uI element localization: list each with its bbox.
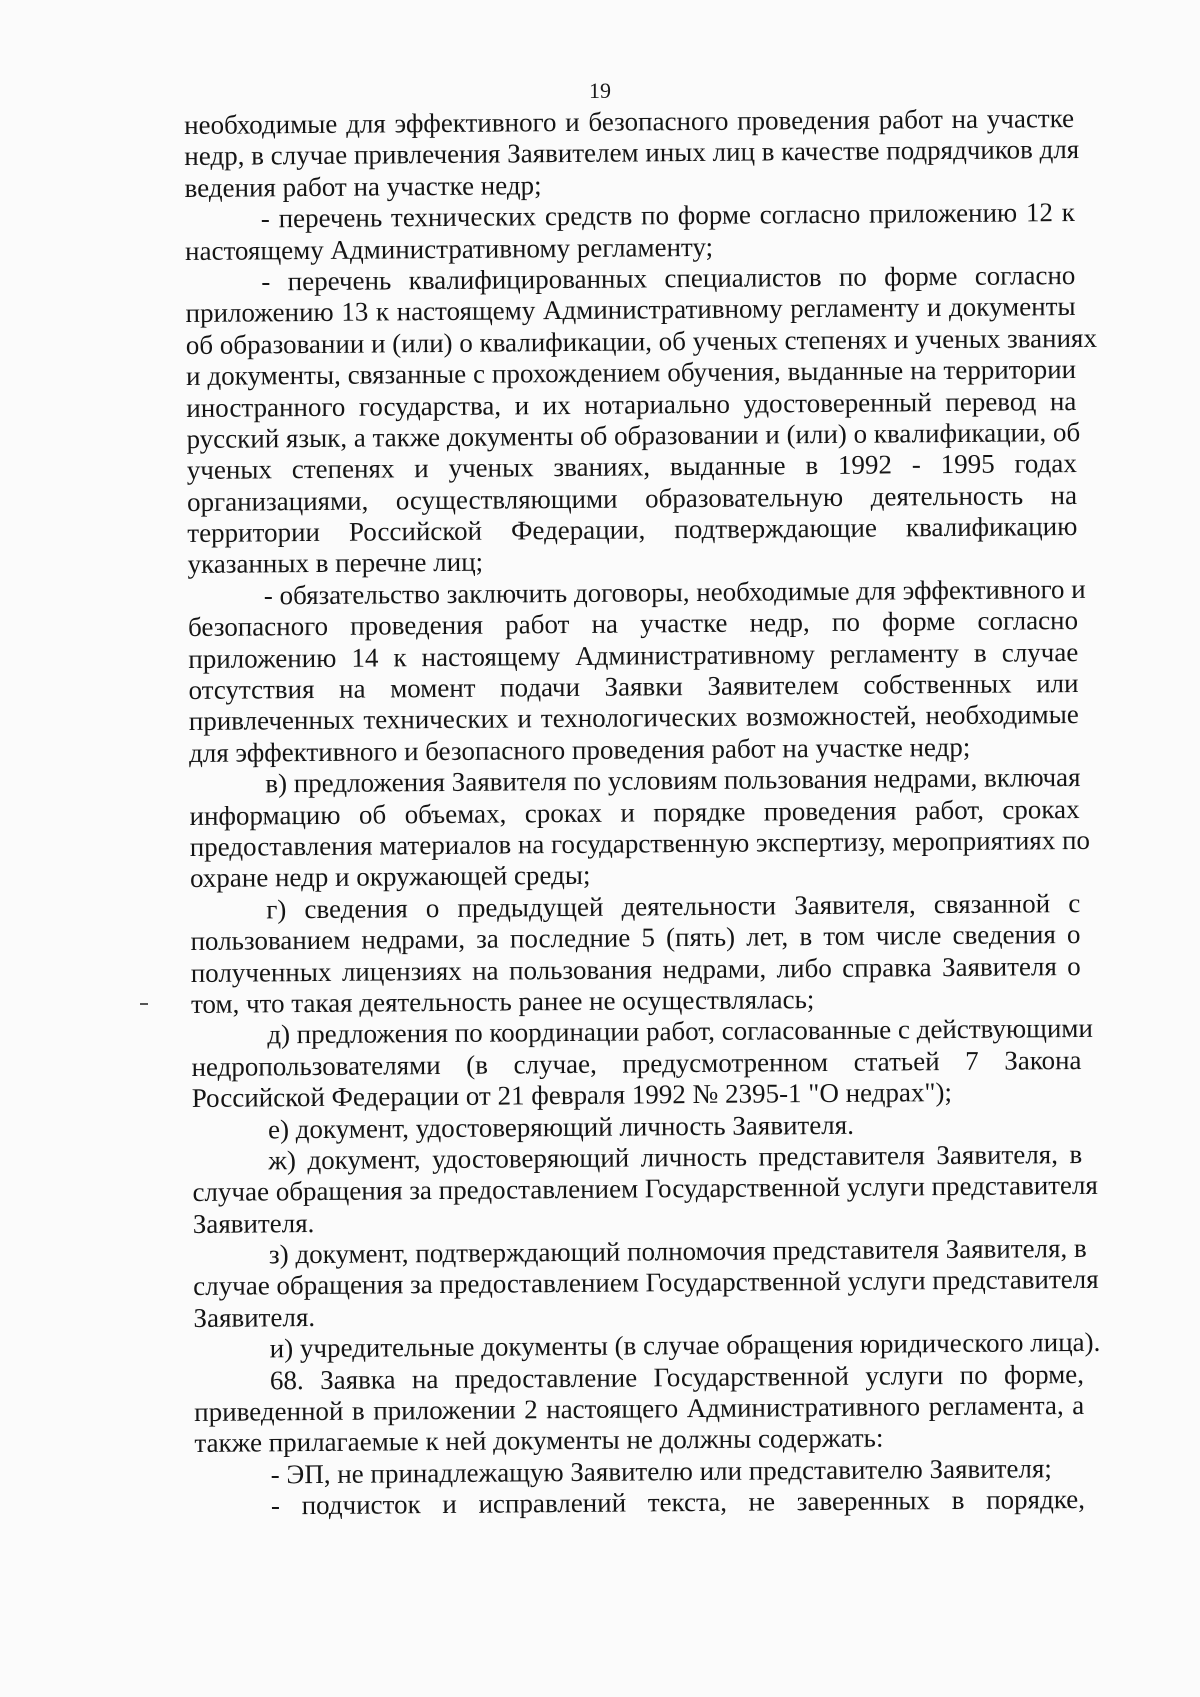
text-line: - перечень квалифицированных специалистов по форме согласно [261, 259, 1076, 297]
text-line: отсутствия на момент подачи Заявки Заявителем собственных или [188, 668, 1079, 706]
text-line: и) учредительные документы (в случае обращения юридического лица). [269, 1327, 1101, 1364]
text-line: для эффективного и безопасного проведения работ на участке недр; [188, 731, 971, 768]
text-line: - перечень технических средств по форме согласно приложению 12 к [260, 197, 1075, 234]
page-number: 19 [589, 78, 611, 103]
document-body [184, 103, 1101, 1523]
text-line: безопасного проведения работ на участке недр, по форме согласно [187, 605, 1079, 643]
text-line: русский язык, а также документы об образовании и (или) о квалификации, об [186, 416, 1081, 454]
text-line: настоящему Административному регламенту; [184, 231, 714, 266]
scan-artifact-mark [140, 1003, 148, 1005]
text-line: г) сведения о предыдущей деятельности Заявителя, связанной с [266, 887, 1081, 925]
text-line: привлеченных технических и технологических возможностей, необходимые [188, 699, 1079, 737]
text-line: недропользователями (в случае, предусмотренном статьей 7 Закона [191, 1044, 1082, 1082]
text-line: д) предложения по координации работ, согласованные с действующими [267, 1013, 1093, 1050]
text-line: также прилагаемые к ней документы не должны содержать: [194, 1422, 884, 1459]
text-line: пользованием недрами, за последние 5 (пять) лет, в том числе сведения о [190, 919, 1081, 957]
text-line: - обязательство заключить договоры, необходимые для эффективного и [263, 573, 1086, 611]
text-line: з) документ, подтверждающий полномочия представителя Заявителя, в [268, 1233, 1087, 1270]
text-line: информацию об объемах, сроках и порядке проведения работ, сроках [189, 793, 1080, 831]
text-line: Российской Федерации от 21 февраля 1992 № 2395-1 "О недрах"); [191, 1077, 953, 1114]
text-line: случае обращения за предоставлением Государственной услуги представителя [192, 1170, 1098, 1208]
text-line: и документы, связанные с прохождением обучения, выданные на территории [185, 354, 1077, 392]
text-line: - подчисток и исправлений текста, не заверенных в порядке, [270, 1484, 1086, 1521]
text-line: об образовании и (или) о квалификации, об ученых степенях и ученых званиях [185, 322, 1097, 360]
text-line: ж) документ, удостоверяющий личность представителя Заявителя, в [268, 1138, 1083, 1176]
text-line: - ЭП, не принадлежащую Заявителю или представителю Заявителя; [270, 1453, 1052, 1490]
text-line: организациями, осуществляющими образовательную деятельность на [186, 479, 1078, 517]
text-line: приложению 13 к настоящему Административному регламенту и документы [185, 291, 1076, 329]
text-line: ученых степенях и ученых званиях, выданные в 1992 - 1995 годах [186, 448, 1077, 486]
text-line: случае обращения за предоставлением Государственной услуги представителя [193, 1264, 1099, 1302]
text-line: территории Российской Федерации, подтверждающие квалификацию [187, 511, 1078, 549]
text-line: 68. Заявка на предоставление Государственной услуги по форме, [269, 1358, 1085, 1395]
text-line: ведения работ на участке недр; [184, 169, 542, 203]
text-line: приведенной в приложении 2 настоящего Административного регламента, а [194, 1389, 1085, 1427]
text-line: недр, в случае привлечения Заявителем иных лиц в качестве подрядчиков для [184, 134, 1080, 172]
text-line: иностранного государства, и их нотариально удостоверенный перевод на [186, 385, 1077, 423]
text-line: полученных лицензиях на пользования недрами, либо справка Заявителя о [190, 950, 1081, 988]
text-line: необходимые для эффективного и безопасного проведения работ на участке [184, 103, 1075, 140]
text-line: охране недр и окружающей среды; [189, 860, 591, 894]
text-line: в) предложения Заявителя по условиям пользования недрами, включая [265, 762, 1081, 799]
text-line: Заявителя. [193, 1301, 316, 1333]
text-line: Заявителя. [192, 1207, 315, 1239]
text-line: приложению 14 к настоящему Административному регламенту в случае [188, 636, 1079, 674]
text-line: предоставления материалов на государственную экспертизу, мероприятиях по [189, 824, 1091, 862]
text-line: том, что такая деятельность ранее не осуществлялась; [190, 984, 815, 1019]
text-line: указанных в перечне лиц; [187, 547, 484, 580]
text-line: е) документ, удостоверяющий личность Заявителя. [267, 1109, 855, 1144]
